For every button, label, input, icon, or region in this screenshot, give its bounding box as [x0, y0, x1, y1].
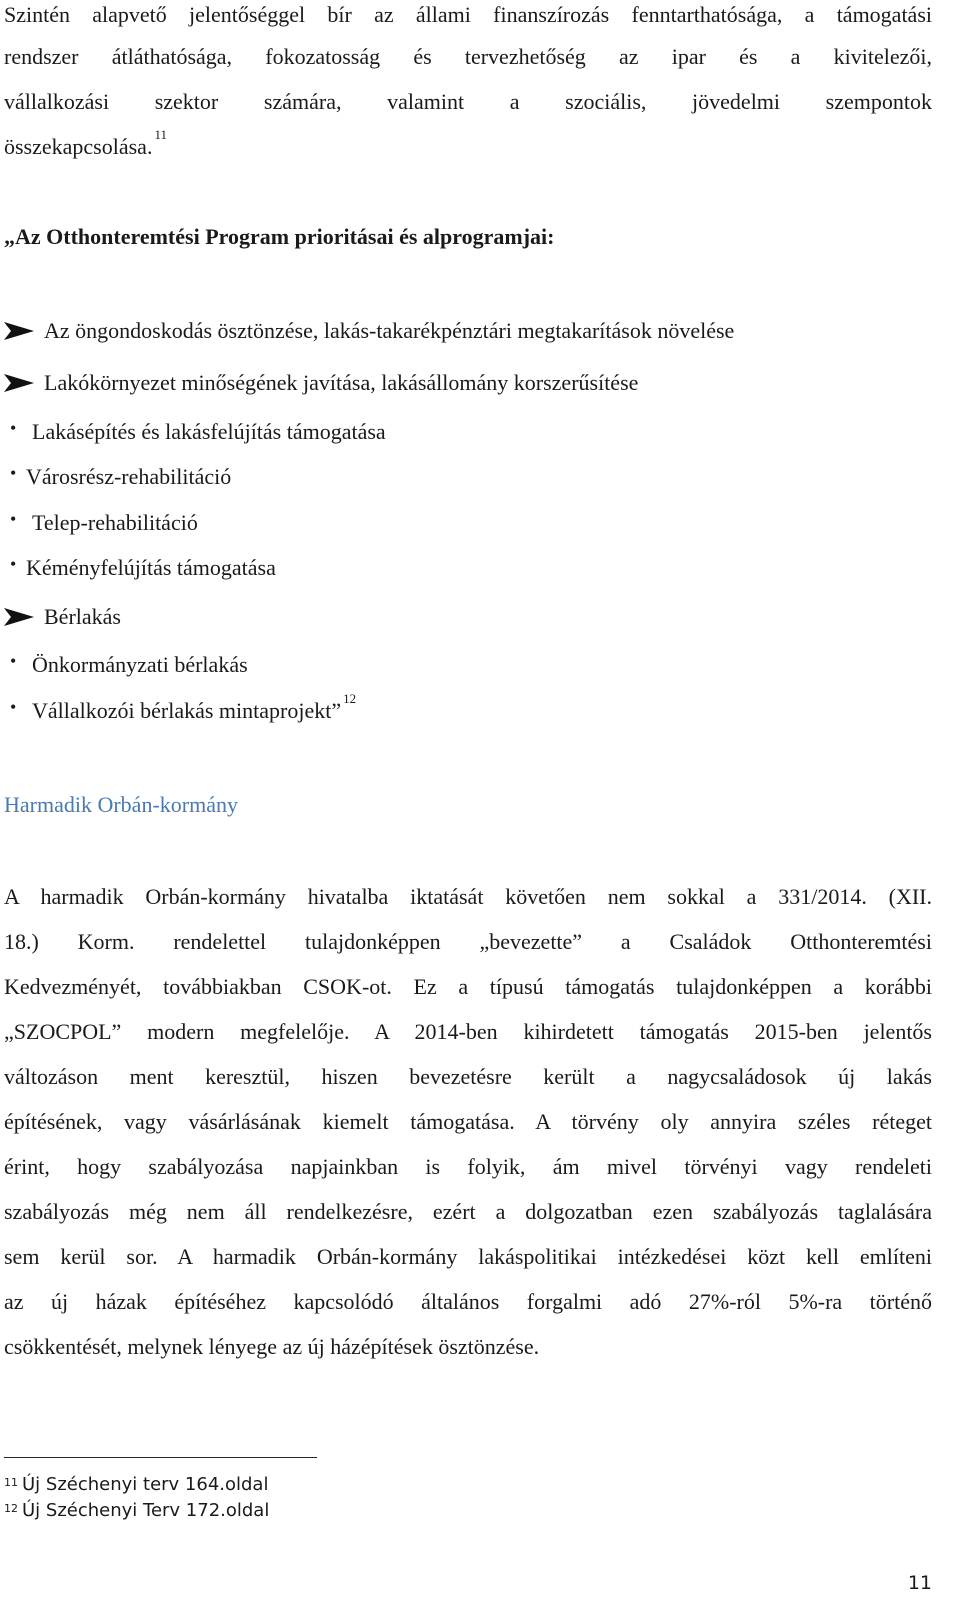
bullet-dot-icon: •	[10, 509, 17, 529]
arrowhead-bullet-icon	[4, 374, 34, 392]
list-item: Telep-rehabilitáció	[32, 510, 198, 535]
footnote-separator	[4, 1457, 317, 1458]
body-line: sem kerül sor. A harmadik Orbán-kormány lakáspolitikai intézkedései közt kell említeni	[4, 1244, 932, 1269]
program-heading: „Az Otthonteremtési Program prioritásai és alprogramjai:	[4, 224, 555, 249]
footnote-text: Új Széchenyi Terv 172.oldal	[22, 1500, 270, 1521]
bullet-dot-icon: •	[10, 651, 17, 671]
arrowhead-bullet-icon	[4, 608, 34, 626]
body-line: 18.) Korm. rendelettel tulajdonképpen „bevezette” a Családok Otthonteremtési	[4, 929, 932, 954]
intro-line-2: rendszer átláthatósága, fokozatosság és tervezhetőség az ipar és a kivitelezői,	[4, 44, 932, 69]
list-item-text: Vállalkozói bérlakás mintaprojekt”	[32, 698, 342, 723]
body-line: Kedvezményét, továbbiakban CSOK-ot. Ez a típusú támogatás tulajdonképpen a korábbi	[4, 974, 932, 999]
list-item: Lakókörnyezet minőségének javítása, lakásállomány korszerűsítése	[44, 370, 639, 395]
body-line: érint, hogy szabályozása napjainkban is folyik, ám mivel törvényi vagy rendeleti	[4, 1154, 932, 1179]
list-item: Kéményfelújítás támogatása	[26, 555, 276, 580]
arrowhead-bullet-icon	[4, 322, 34, 340]
body-line: A harmadik Orbán-kormány hivatalba iktatását követően nem sokkal a 331/2014. (XII.	[4, 884, 932, 909]
footnote-number: 11	[4, 1476, 18, 1489]
bullet-dot-icon: •	[10, 418, 17, 438]
intro-line-3: vállalkozási szektor számára, valamint a szociális, jövedelmi szempontok	[4, 89, 932, 114]
body-line: szabályozás még nem áll rendelkezésre, ezért a dolgozatban ezen szabályozás taglalására	[4, 1199, 932, 1224]
list-item: Lakásépítés és lakásfelújítás támogatása	[32, 419, 386, 444]
body-line: változáson ment keresztül, hiszen bevezetésre került a nagycsaládosok új lakás	[4, 1064, 932, 1089]
body-line: „SZOCPOL” modern megfelelője. A 2014-ben kihirdetett támogatás 2015-ben jelentős	[4, 1019, 932, 1044]
footnote-ref-11[interactable]: 11	[154, 127, 167, 142]
footnote-11	[4, 1474, 268, 1496]
bullet-dot-icon: •	[10, 554, 17, 574]
body-line: az új házak építéséhez kapcsolódó általános forgalmi adó 27%-ról 5%-ra történő	[4, 1289, 932, 1314]
bullet-dot-icon: •	[10, 463, 17, 483]
list-item	[32, 691, 357, 726]
bullet-dot-icon: •	[10, 697, 17, 717]
list-item: Városrész-rehabilitáció	[26, 464, 232, 489]
intro-line-4-text: összekapcsolása.	[4, 134, 153, 159]
footnote-number: 12	[4, 1502, 18, 1515]
list-item: Az öngondoskodás ösztönzése, lakás-takarékpénztári megtakarítások növelése	[44, 318, 735, 343]
intro-line-4	[4, 127, 167, 162]
list-item: Önkormányzati bérlakás	[32, 652, 248, 677]
page-number: 11	[907, 1572, 932, 1594]
footnote-ref-12[interactable]: 12	[343, 691, 357, 706]
footnote-text: Új Széchenyi terv 164.oldal	[22, 1474, 269, 1495]
body-line: csökkentését, melynek lényege az új házépítések ösztönzése.	[4, 1334, 540, 1359]
section-subheading: Harmadik Orbán-kormány	[4, 792, 238, 817]
footnote-12	[4, 1500, 269, 1522]
body-line: építésének, vagy vásárlásának kiemelt támogatása. A törvény oly annyira széles réteget	[4, 1109, 932, 1134]
list-item: Bérlakás	[44, 604, 121, 629]
intro-line-1: Szintén alapvető jelentőséggel bír az állami finanszírozás fenntarthatósága, a támogatási	[4, 2, 932, 27]
